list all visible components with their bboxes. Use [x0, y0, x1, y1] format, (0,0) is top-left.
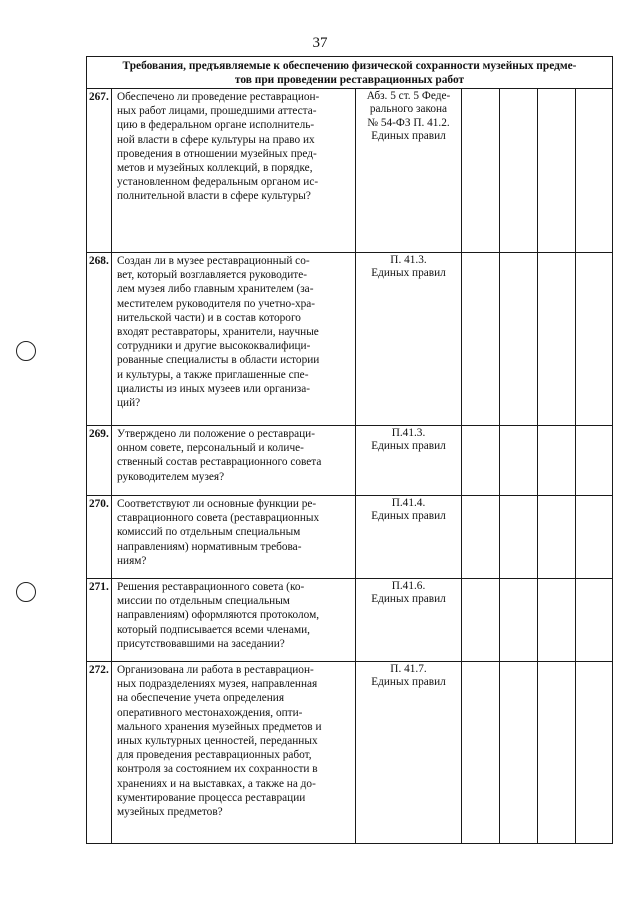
- question-text: Организована ли работа в реставрацион- ных подразделениях музея, направленная на обеспечение учета определения оперативного местонахождения, опти- мального хранения музейных предметов и иных культурных ценностей, переданных для проведения реставрационных работ, контроля за состоянием их сохранности в хранениях и на выставках, а также на до- кументирование процесса реставрации музейных предметов?: [112, 662, 356, 844]
- answer-cell: [500, 89, 538, 253]
- row-number: 267.: [87, 89, 112, 253]
- table-row: [87, 253, 613, 426]
- question-text: Создан ли в музее реставрационный со- вет, который возглавляется руководите- лем музея либо главным хранителем (за- местителем руководителя по учетно-хра- нительской части) и в состав которого входят реставраторы, хранители, научные сотрудники и другие высококвалифици- рованные специалисты в области истории и культуры, а также приглашенные спе- циалисты из иных музеев или организа- ций?: [112, 253, 356, 426]
- row-number: 272.: [87, 662, 112, 844]
- answer-cell: [538, 426, 576, 496]
- answer-cell: [462, 89, 500, 253]
- answer-cell: [462, 253, 500, 426]
- answer-cell: [462, 426, 500, 496]
- question-text: Обеспечено ли проведение реставрацион- ных работ лицами, прошедшими аттеста- цию в федеральном органе исполнитель- ной власти в сфере культуры на право их проведения в отношении музейных пред- метов и музейных коллекций, в порядке, установленном федеральным органом ис- полнительной власти в сфере культуры?: [112, 89, 356, 253]
- page-number: 37: [312, 35, 328, 51]
- punch-hole-circle: [16, 341, 36, 361]
- table-row: [87, 662, 613, 844]
- answer-cell: [500, 662, 538, 844]
- answer-cell: [500, 426, 538, 496]
- question-text: Утверждено ли положение о реставраци- онном совете, персональный и количе- ственный состав реставрационного совета руководителем музея?: [112, 426, 356, 496]
- answer-cell: [576, 496, 613, 579]
- answer-cell: [576, 426, 613, 496]
- legal-reference: П.41.3. Единых правил: [356, 426, 462, 496]
- table-row: [87, 426, 613, 496]
- row-number: 271.: [87, 579, 112, 662]
- answer-cell: [538, 579, 576, 662]
- punch-hole-circle: [16, 582, 36, 602]
- requirements-table: [86, 56, 613, 844]
- answer-cell: [500, 253, 538, 426]
- legal-reference: П. 41.3. Единых правил: [356, 253, 462, 426]
- answer-cell: [500, 579, 538, 662]
- legal-reference: Абз. 5 ст. 5 Феде- рального закона № 54-ФЗ П. 41.2. Единых правил: [356, 89, 462, 253]
- table-row: [87, 496, 613, 579]
- answer-cell: [538, 662, 576, 844]
- legal-reference: П.41.4. Единых правил: [356, 496, 462, 579]
- answer-cell: [576, 662, 613, 844]
- question-text: Соответствуют ли основные функции ре- ставрационного совета (реставрационных комиссий по отдельным специальным направлениям) нормативным требова- ниям?: [112, 496, 356, 579]
- legal-reference: П. 41.7. Единых правил: [356, 662, 462, 844]
- answer-cell: [538, 89, 576, 253]
- question-text: Решения реставрационного совета (ко- миссии по отдельным специальным направлениям) оформляются протоколом, который подписывается всеми членами, присутствовавшими на заседании?: [112, 579, 356, 662]
- row-number: 269.: [87, 426, 112, 496]
- answer-cell: [576, 579, 613, 662]
- answer-cell: [500, 496, 538, 579]
- table-header-title: Требования, предъявляемые к обеспечению физической сохранности музейных предме- тов при проведении реставрационных работ: [87, 57, 613, 89]
- legal-reference: П.41.6. Единых правил: [356, 579, 462, 662]
- answer-cell: [538, 253, 576, 426]
- answer-cell: [576, 253, 613, 426]
- row-number: 270.: [87, 496, 112, 579]
- answer-cell: [538, 496, 576, 579]
- answer-cell: [462, 662, 500, 844]
- answer-cell: [576, 89, 613, 253]
- table-row: [87, 89, 613, 253]
- answer-cell: [462, 496, 500, 579]
- answer-cell: [462, 579, 500, 662]
- table-row: [87, 579, 613, 662]
- table-header-row: [87, 57, 613, 89]
- row-number: 268.: [87, 253, 112, 426]
